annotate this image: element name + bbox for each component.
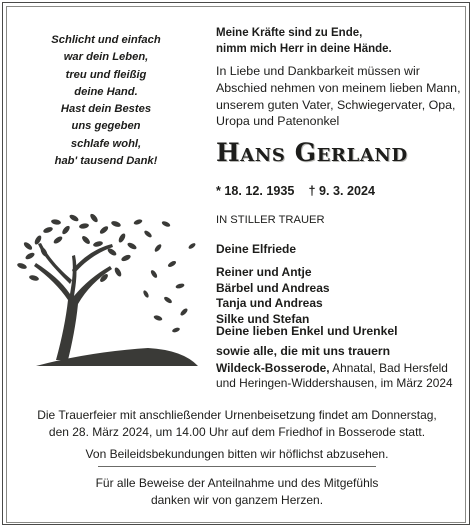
intro-line: Uropa und Patenonkel	[216, 114, 340, 129]
enkel-line: Deine lieben Enkel und Urenkel	[216, 324, 398, 338]
divider	[98, 466, 376, 467]
mourner-spouse: Deine Elfriede	[216, 242, 297, 256]
condolence-note: Von Beileidsbekundungen bitten wir höflichst abzusehen.	[85, 447, 389, 461]
place-line2: und Heringen-Widdershausen, im März 2024	[216, 376, 453, 391]
thanks-text	[0, 475, 474, 508]
place-and-date	[216, 361, 453, 392]
tree-illustration	[8, 200, 208, 376]
ceremony-line: den 28. März 2024, um 14.00 Uhr auf dem Friedhof in Bosserode statt.	[48, 424, 426, 439]
grandchildren-lines	[216, 322, 398, 361]
quote-line: nimm mich Herr in deine Hände.	[216, 42, 392, 55]
poem-line: schlafe wohl,	[70, 137, 142, 150]
poem-line: Hast dein Bestes	[60, 103, 152, 116]
mourner-child: Bärbel und Andreas	[216, 280, 330, 295]
announcement-intro	[216, 63, 461, 130]
deceased-name: Hans Gerland	[216, 138, 408, 167]
ceremony-info	[0, 407, 474, 440]
poem-line: war dein Leben,	[63, 51, 149, 64]
intro-line: In Liebe und Dankbarkeit müssen wir	[216, 64, 420, 78]
life-dates	[216, 184, 375, 198]
thanks-line: danken wir von ganzem Herzen.	[150, 492, 324, 507]
bible-quote	[216, 26, 392, 57]
thanks-line: Für alle Beweise der Anteilnahme und des Mitgefühls	[95, 476, 379, 490]
poem-line: Schlicht und einfach	[51, 34, 161, 46]
poem	[36, 32, 176, 170]
mourners-list	[216, 242, 330, 328]
place-rest: Ahnatal, Bad Hersfeld	[329, 361, 448, 375]
intro-line: unserem guten Vater, Schwiegervater, Opa,	[216, 97, 456, 112]
poem-line: hab' tausend Dank!	[54, 155, 158, 168]
poem-line: treu und fleißig	[65, 68, 147, 81]
place-town: Wildeck-Bosserode,	[216, 361, 330, 375]
intro-line: Abschied nehmen von meinem lieben Mann,	[216, 80, 461, 95]
still-trauer-label: IN STILLER TRAUER	[216, 214, 325, 226]
poem-line: uns gegeben	[71, 120, 141, 133]
ceremony-line: Die Trauerfeier mit anschließender Urnenbeisetzung findet am Donnerstag,	[37, 408, 437, 422]
mourner-child: Silke und Stefan	[216, 312, 310, 327]
death-date: † 9. 3. 2024	[308, 184, 375, 198]
poem-line: deine Hand.	[74, 85, 138, 98]
mourner-child: Reiner und Antje	[216, 264, 312, 279]
mourner-child: Tanja und Andreas	[216, 296, 323, 311]
enkel-line: sowie alle, die mit uns trauern	[216, 343, 391, 358]
birth-date: * 18. 12. 1935	[216, 184, 295, 198]
quote-line: Meine Kräfte sind zu Ende,	[216, 27, 363, 39]
